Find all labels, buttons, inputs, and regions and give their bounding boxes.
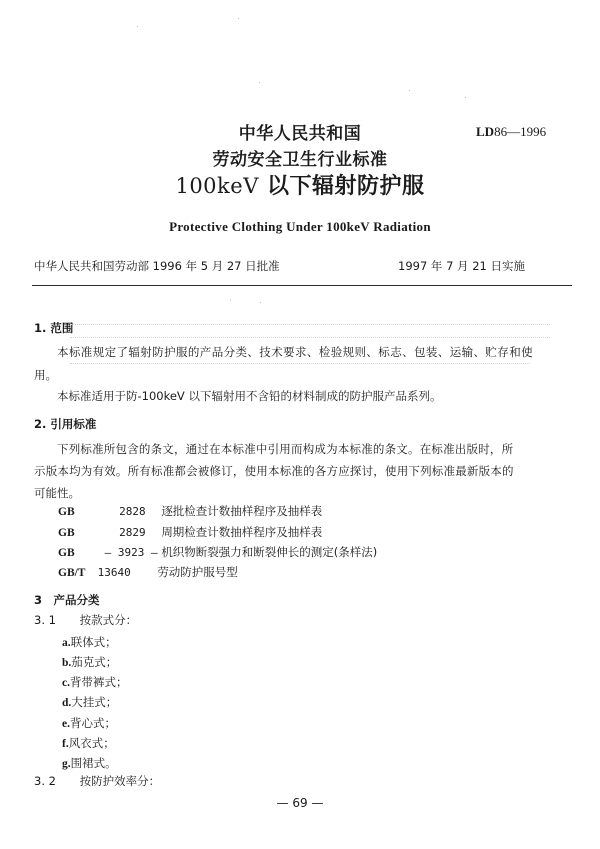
scan-speck bbox=[230, 300, 231, 301]
section-1-paragraph-1-line-1: 本标准规定了辐射防护服的产品分类、技术要求、检验规则、标志、包装、运输、贮存和使 bbox=[57, 345, 533, 359]
list-item bbox=[62, 694, 117, 710]
reference-row bbox=[58, 544, 377, 560]
effective-date: 1997 年 7 月 21 日实施 bbox=[398, 259, 525, 273]
issuer-line-1: 中华人民共和国 bbox=[238, 124, 362, 144]
subsection-3-2-number: 3. 2 bbox=[34, 774, 56, 788]
section-2-paragraph-line-1: 下列标准所包含的条文，通过在本标准中引用而构成为本标准的条文。在标准出版时，所 bbox=[57, 442, 514, 456]
list-item-text: 茄克式； bbox=[71, 655, 118, 669]
section-3-heading: 3 产品分类 bbox=[34, 593, 100, 607]
list-item-label: e. bbox=[62, 718, 70, 730]
section-2-paragraph-line-3: 可能性。 bbox=[34, 486, 80, 500]
list-item bbox=[62, 634, 117, 650]
list-item-label: d. bbox=[62, 697, 72, 709]
list-item-text: 风衣式； bbox=[68, 736, 115, 750]
approval-date: 中华人民共和国劳动部 1996 年 5 月 27 日批准 bbox=[34, 259, 280, 273]
scan-speck bbox=[260, 302, 261, 303]
list-item-text: 背带裤式； bbox=[69, 675, 128, 689]
subsection-3-1 bbox=[34, 612, 137, 628]
reference-number: — 3923 – bbox=[104, 546, 158, 559]
scan-artifact bbox=[70, 363, 530, 364]
scan-speck bbox=[238, 18, 239, 19]
english-title: Protective Clothing Under 100keV Radiation bbox=[169, 219, 431, 234]
reference-row bbox=[58, 564, 238, 580]
document-title-energy: 100keV bbox=[175, 174, 259, 198]
reference-number: 2829 bbox=[119, 526, 146, 539]
scan-artifact bbox=[70, 337, 550, 338]
section-1-paragraph-1-line-2: 用。 bbox=[34, 368, 57, 382]
reference-row bbox=[58, 524, 322, 540]
document-title bbox=[0, 169, 600, 200]
list-item-label: a. bbox=[62, 637, 71, 649]
subsection-3-1-number: 3. 1 bbox=[34, 613, 56, 627]
reference-code: GB bbox=[58, 547, 75, 559]
reference-code: GB bbox=[58, 506, 75, 518]
subsection-3-1-text: 按款式分： bbox=[79, 613, 138, 627]
list-item-label: g. bbox=[62, 758, 71, 770]
reference-row bbox=[58, 503, 322, 519]
scan-speck bbox=[259, 82, 260, 83]
list-item-label: f. bbox=[62, 738, 69, 750]
standard-code bbox=[476, 124, 546, 140]
list-item-label: b. bbox=[62, 657, 72, 669]
list-item bbox=[62, 674, 127, 690]
scan-speck bbox=[409, 90, 410, 91]
scan-artifact bbox=[70, 324, 550, 325]
reference-code: GB/T bbox=[58, 567, 86, 579]
scan-speck bbox=[465, 97, 466, 98]
subsection-3-2 bbox=[34, 773, 160, 789]
reference-code: GB bbox=[58, 527, 75, 539]
scan-speck bbox=[137, 26, 138, 27]
reference-title: 周期检查计数抽样程序及抽样表 bbox=[161, 525, 323, 539]
standard-code-number: 86—1996 bbox=[494, 124, 547, 139]
issuer-line-2: 劳动安全卫生行业标准 bbox=[212, 150, 388, 170]
subsection-3-2-text: 按防护效率分： bbox=[79, 774, 161, 788]
document-title-text: 以下辐射防护服 bbox=[258, 174, 425, 199]
list-item bbox=[62, 715, 116, 731]
standard-code-prefix: LD bbox=[476, 124, 495, 139]
section-1-heading: 1. 范围 bbox=[34, 321, 74, 335]
header-divider bbox=[32, 285, 572, 286]
page-number: — 69 — bbox=[276, 796, 324, 810]
list-item-text: 背心式； bbox=[69, 716, 116, 730]
list-item-text: 围裙式。 bbox=[70, 756, 117, 770]
list-item bbox=[62, 654, 117, 670]
reference-title: 劳动防护服号型 bbox=[157, 565, 238, 579]
list-item bbox=[62, 735, 115, 751]
section-2-heading: 2. 引用标准 bbox=[34, 417, 97, 431]
section-1-paragraph-2: 本标准适用于防-100keV 以下辐射用不含铅的材料制成的防护服产品系列。 bbox=[57, 389, 442, 403]
list-item-text: 大挂式； bbox=[71, 695, 118, 709]
list-item bbox=[62, 755, 117, 771]
reference-number: 2828 bbox=[119, 505, 146, 518]
reference-number: 13640 bbox=[97, 566, 131, 579]
list-item-text: 联体式； bbox=[70, 635, 117, 649]
reference-title: 机织物断裂强力和断裂伸长的测定(条样法) bbox=[161, 545, 378, 559]
list-item-label: c. bbox=[62, 677, 70, 689]
reference-title: 逐批检查计数抽样程序及抽样表 bbox=[161, 504, 323, 518]
section-2-paragraph-line-2: 示版本均为有效。所有标准都会被修订，使用本标准的各方应探讨，使用下列标准最新版本的 bbox=[34, 464, 514, 478]
